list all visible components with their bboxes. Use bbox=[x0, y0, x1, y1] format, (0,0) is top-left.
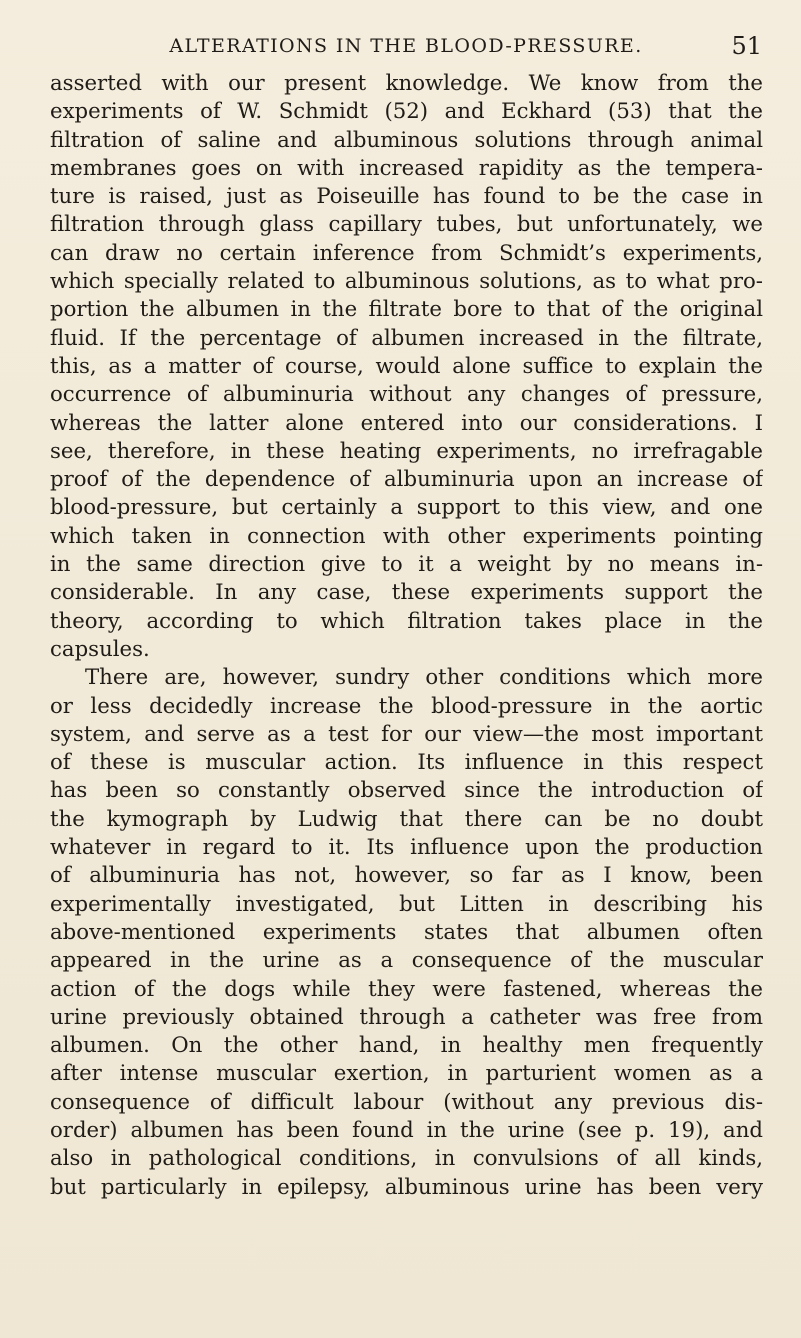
text-line: urine previously obtained through a catheter was free from bbox=[50, 1004, 763, 1030]
text-line: above-mentioned experiments states that albumen often bbox=[50, 919, 763, 945]
text-line: occurrence of albuminuria without any changes of pressure, bbox=[50, 382, 763, 408]
text-line: system, and serve as a test for our view—the most important bbox=[50, 721, 763, 747]
text-line: fluid. If the percentage of albumen increased in the filtrate, bbox=[50, 325, 763, 351]
text-line: can draw no certain inference from Schmidt’s experiments, bbox=[50, 240, 763, 266]
text-line: this, as a matter of course, would alone suffice to explain the bbox=[50, 353, 763, 379]
text-line: has been so constantly observed since the introduction of bbox=[50, 778, 763, 804]
text-line: in the same direction give to it a weight by no means in- bbox=[50, 552, 763, 578]
text-line: filtration of saline and albuminous solutions through animal bbox=[50, 127, 763, 153]
text-line: consequence of difficult labour (without any previous dis- bbox=[50, 1089, 763, 1115]
text-line: portion the albumen in the filtrate bore to that of the original bbox=[50, 297, 763, 323]
text-line: order) albumen has been found in the urine (see p. 19), and bbox=[50, 1117, 763, 1143]
paragraph-end-line: capsules. bbox=[50, 636, 150, 662]
running-header bbox=[50, 31, 762, 61]
text-line: but particularly in epilepsy, albuminous urine has been very bbox=[50, 1174, 763, 1200]
text-line: membranes goes on with increased rapidity as the tempera- bbox=[50, 155, 763, 181]
text-line: or less decidedly increase the blood-pressure in the aortic bbox=[50, 693, 763, 719]
paragraph-start-line: There are, however, sundry other conditions which more bbox=[85, 665, 763, 691]
text-line: of these is muscular action. Its influence in this respect bbox=[50, 750, 763, 776]
text-line: appeared in the urine as a consequence of the muscular bbox=[50, 948, 763, 974]
text-line: experimentally investigated, but Litten in describing his bbox=[50, 891, 763, 917]
running-title: ALTERATIONS IN THE BLOOD-PRESSURE. bbox=[169, 35, 643, 57]
text-line: which taken in connection with other experiments pointing bbox=[50, 523, 763, 549]
text-line: whatever in regard to it. Its influence upon the production bbox=[50, 835, 763, 861]
text-line: filtration through glass capillary tubes, but unfortunately, we bbox=[50, 212, 763, 238]
text-line: considerable. In any case, these experiments support the bbox=[50, 580, 763, 606]
text-line: the kymograph by Ludwig that there can be no doubt bbox=[50, 806, 763, 832]
text-line: proof of the dependence of albuminuria upon an increase of bbox=[50, 467, 763, 493]
text-line: action of the dogs while they were fastened, whereas the bbox=[50, 976, 763, 1002]
text-line: blood-pressure, but certainly a support to this view, and one bbox=[50, 495, 763, 521]
text-line: whereas the latter alone entered into our considerations. I bbox=[50, 410, 763, 436]
text-line: experiments of W. Schmidt (52) and Eckhard (53) that the bbox=[50, 99, 763, 125]
text-line: see, therefore, in these heating experiments, no irrefragable bbox=[50, 438, 763, 464]
text-line: ture is raised, just as Poiseuille has found to be the case in bbox=[50, 184, 763, 210]
body-text bbox=[50, 70, 763, 1310]
text-line: also in pathological conditions, in convulsions of all kinds, bbox=[50, 1146, 763, 1172]
page-number: 51 bbox=[731, 32, 762, 60]
text-line: after intense muscular exertion, in parturient women as a bbox=[50, 1061, 763, 1087]
text-line: which specially related to albuminous solutions, as to what pro- bbox=[50, 269, 763, 295]
text-line: of albuminuria has not, however, so far as I know, been bbox=[50, 863, 763, 889]
text-line: albumen. On the other hand, in healthy men frequently bbox=[50, 1033, 763, 1059]
text-line: theory, according to which filtration takes place in the bbox=[50, 608, 763, 634]
text-line: asserted with our present knowledge. We know from the bbox=[50, 71, 763, 96]
